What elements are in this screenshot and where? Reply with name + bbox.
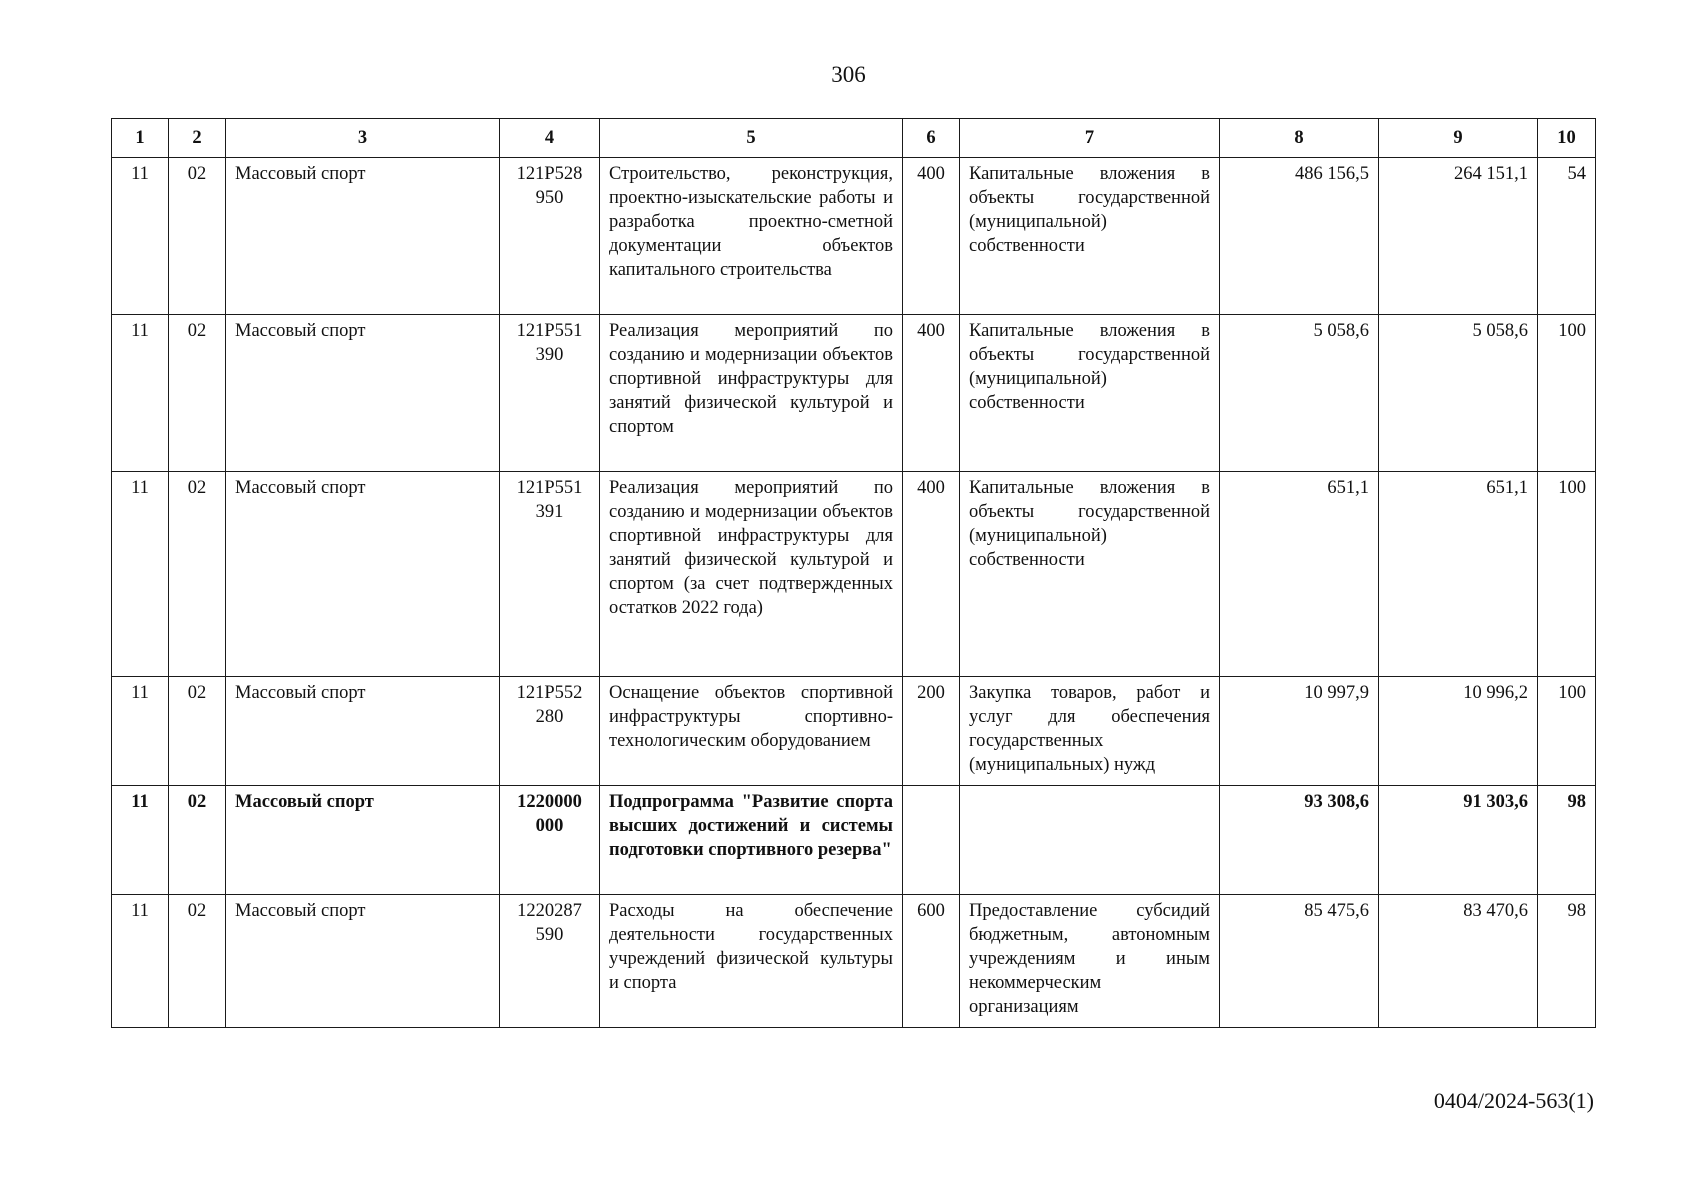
- cell-expense-type: [903, 786, 960, 895]
- cell-executed: 91 303,6: [1379, 786, 1538, 895]
- cell-executed: 83 470,6: [1379, 895, 1538, 1028]
- cell-target-code: 121P551 390: [500, 315, 600, 472]
- cell-planned: 651,1: [1220, 472, 1379, 677]
- col-header-9: 9: [1379, 119, 1538, 158]
- cell-planned: 85 475,6: [1220, 895, 1379, 1028]
- cell-percent: 100: [1538, 315, 1596, 472]
- cell-subsection-name: Массовый спорт: [226, 677, 500, 786]
- cell-section: 11: [112, 786, 169, 895]
- cell-expense-type-name: Капитальные вложения в объекты государственной (муниципальной) собственности: [960, 472, 1220, 677]
- cell-section: 11: [112, 472, 169, 677]
- cell-target-name: Реализация мероприятий по созданию и модернизации объектов спортивной инфраструктуры для занятий физической культурой и спортом: [600, 315, 903, 472]
- col-header-1: 1: [112, 119, 169, 158]
- cell-section: 11: [112, 158, 169, 315]
- cell-section: 11: [112, 895, 169, 1028]
- cell-section: 11: [112, 315, 169, 472]
- cell-subsection: 02: [169, 315, 226, 472]
- cell-subsection: 02: [169, 677, 226, 786]
- cell-target-code: 121P551 391: [500, 472, 600, 677]
- table-row: [112, 677, 1596, 786]
- col-header-2: 2: [169, 119, 226, 158]
- cell-target-name: Оснащение объектов спортивной инфраструктуры спортивно-технологическим оборудованием: [600, 677, 903, 786]
- cell-percent: 98: [1538, 895, 1596, 1028]
- cell-expense-type-name: Предоставление субсидий бюджетным, автономным учреждениям и иным некоммерческим организациям: [960, 895, 1220, 1028]
- cell-subsection: 02: [169, 472, 226, 677]
- cell-percent: 100: [1538, 677, 1596, 786]
- cell-planned: 10 997,9: [1220, 677, 1379, 786]
- col-header-10: 10: [1538, 119, 1596, 158]
- cell-target-code: 121P528 950: [500, 158, 600, 315]
- cell-expense-type-name: Закупка товаров, работ и услуг для обеспечения государственных (муниципальных) нужд: [960, 677, 1220, 786]
- cell-expense-type: 600: [903, 895, 960, 1028]
- col-header-5: 5: [600, 119, 903, 158]
- table-row: [112, 472, 1596, 677]
- col-header-4: 4: [500, 119, 600, 158]
- cell-expense-type-name: Капитальные вложения в объекты государственной (муниципальной) собственности: [960, 158, 1220, 315]
- table-row-subprogram: [112, 786, 1596, 895]
- cell-subsection: 02: [169, 895, 226, 1028]
- table-row: [112, 158, 1596, 315]
- cell-subsection-name: Массовый спорт: [226, 786, 500, 895]
- col-header-3: 3: [226, 119, 500, 158]
- cell-target-name: Реализация мероприятий по созданию и модернизации объектов спортивной инфраструктуры для занятий физической культурой и спортом (за счет подтвержденных остатков 2022 года): [600, 472, 903, 677]
- cell-percent: 98: [1538, 786, 1596, 895]
- cell-target-name: Строительство, реконструкция, проектно-изыскательские работы и разработка проектно-сметной документации объектов капитального строительства: [600, 158, 903, 315]
- cell-planned: 486 156,5: [1220, 158, 1379, 315]
- cell-subsection-name: Массовый спорт: [226, 158, 500, 315]
- cell-planned: 93 308,6: [1220, 786, 1379, 895]
- cell-executed: 10 996,2: [1379, 677, 1538, 786]
- col-header-8: 8: [1220, 119, 1379, 158]
- cell-subsection: 02: [169, 158, 226, 315]
- cell-target-code: 1220000 000: [500, 786, 600, 895]
- cell-target-name: Расходы на обеспечение деятельности государственных учреждений физической культуры и спорта: [600, 895, 903, 1028]
- col-header-6: 6: [903, 119, 960, 158]
- cell-percent: 54: [1538, 158, 1596, 315]
- table-row: [112, 895, 1596, 1028]
- cell-target-code: 1220287 590: [500, 895, 600, 1028]
- cell-executed: 264 151,1: [1379, 158, 1538, 315]
- page-number: 306: [831, 62, 866, 87]
- cell-subsection-name: Массовый спорт: [226, 895, 500, 1028]
- table-header-row: [112, 119, 1596, 158]
- cell-subsection: 02: [169, 786, 226, 895]
- cell-planned: 5 058,6: [1220, 315, 1379, 472]
- cell-section: 11: [112, 677, 169, 786]
- cell-subsection-name: Массовый спорт: [226, 472, 500, 677]
- col-header-7: 7: [960, 119, 1220, 158]
- document-code: 0404/2024-563(1): [1433, 1088, 1594, 1113]
- cell-expense-type-name: Капитальные вложения в объекты государственной (муниципальной) собственности: [960, 315, 1220, 472]
- cell-percent: 100: [1538, 472, 1596, 677]
- cell-target-name: Подпрограмма "Развитие спорта высших достижений и системы подготовки спортивного резерва": [600, 786, 903, 895]
- cell-expense-type: 400: [903, 472, 960, 677]
- budget-table: [111, 118, 1596, 1028]
- cell-expense-type: 400: [903, 315, 960, 472]
- cell-executed: 651,1: [1379, 472, 1538, 677]
- cell-subsection-name: Массовый спорт: [226, 315, 500, 472]
- cell-expense-type: 200: [903, 677, 960, 786]
- table-row: [112, 315, 1596, 472]
- cell-executed: 5 058,6: [1379, 315, 1538, 472]
- cell-expense-type-name: [960, 786, 1220, 895]
- cell-target-code: 121P552 280: [500, 677, 600, 786]
- cell-expense-type: 400: [903, 158, 960, 315]
